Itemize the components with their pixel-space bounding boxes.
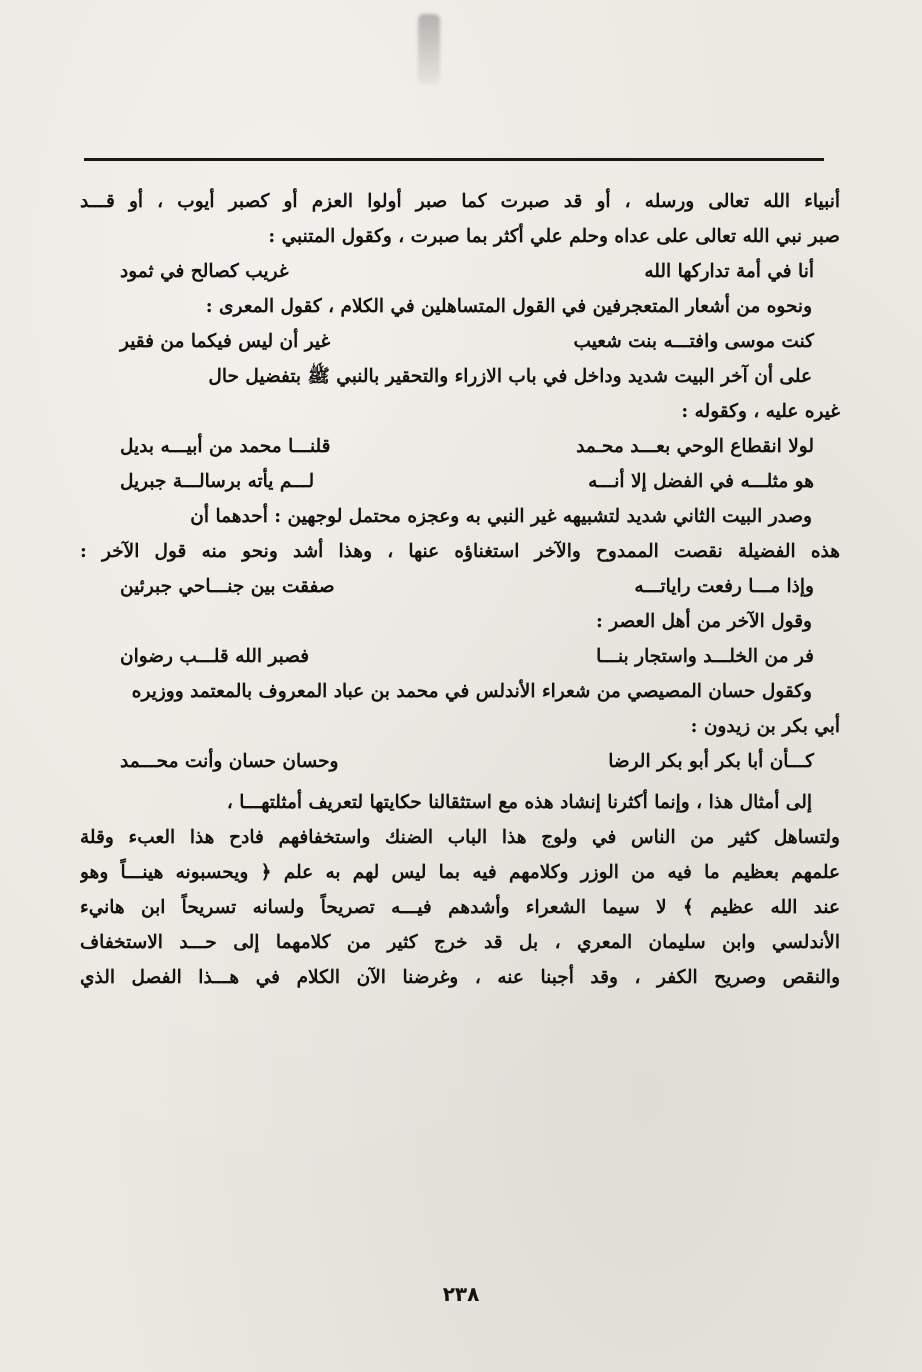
verse-second-hemistich: غريب كصالح في ثمود (120, 261, 289, 282)
page-number: ٢٣٨ (442, 1282, 480, 1306)
text-line: ولتساهل كثير من الناس في ولوج هذا الباب الضنك واستخفافهم فادح هذا العبء وقلة (80, 827, 840, 848)
verse-second-hemistich: غير أن ليس فيكما من فقير (120, 331, 331, 352)
verse-line (80, 639, 840, 674)
verse-line (80, 429, 840, 464)
text-line: إلى أمثال هذا ، وإنما أكثرنا إنشاد هذه مع استثقالنا حكايتها لتعريف أمثلتهـــا ، (226, 792, 812, 813)
text-line: غيره عليه ، وكقوله : (681, 401, 840, 422)
verse-first-hemistich: لولا انقطاع الوحي بعـــد محـمد (576, 436, 814, 457)
verse-first-hemistich: وإذا مـــا رفعت راياتـــه (634, 576, 814, 597)
text-line: أنبياء الله تعالى ورسله ، أو قد صبرت كما صبر أولوا العزم أو كصبر أيوب ، أو قـــد (80, 191, 840, 212)
text-line: الأندلسي وابن سليمان المعري ، بل قد خرج كثير من كلامهما إلى حـــد الاستخفاف (80, 932, 840, 953)
text-line: والنقص وصريح الكفر ، وقد أجبنا عنه ، وغرضنا الآن الكلام في هـــذا الفصل الذي (80, 967, 840, 988)
verse-first-hemistich: كـــأن أبا بكر أبو بكر الرضا (608, 751, 814, 772)
verse-second-hemistich: قلنـــا محمد من أبيـــه بديل (120, 436, 331, 457)
text-line: عند الله عظيم ﴾ لا سيما الشعراء وأشدهم فيـــه تصريحاً ولسانه تسريحاً ابن هانيء (80, 897, 840, 918)
text-line: صبر نبي الله تعالى على عداه وحلم علي أكثر بما صبرت ، وكقول المتنبي : (268, 226, 840, 247)
body-text (80, 184, 840, 995)
scan-smudge (418, 14, 440, 84)
verse-line (80, 324, 840, 359)
text-line: ونحوه من أشعار المتعجرفين في القول المتساهلين في الكلام ، كقول المعرى : (205, 296, 812, 317)
verse-first-hemistich: كنت موسى وافتـــه بنت شعيب (573, 331, 814, 352)
verse-line (80, 744, 840, 779)
verse-first-hemistich: هو مثلـــه في الفضل إلا أنـــه (588, 471, 814, 492)
verse-first-hemistich: فر من الخلـــد واستجار بنـــا (596, 646, 814, 667)
text-line: وصدر البيت الثاني شديد لتشبيهه غير النبي به وعجزه محتمل لوجهين : أحدهما أن (190, 506, 812, 527)
header-rule (84, 158, 824, 161)
text-line: هذه الفضيلة نقصت الممدوح والآخر استغناؤه عنها ، وهذا أشد ونحو منه قول الآخر : (80, 541, 840, 562)
text-line: علمهم بعظيم ما فيه من الوزر وكلامهم فيه بما ليس لهم به علم ﴿ ويحسبونه هينـــاً وهو (80, 862, 840, 883)
verse-line (80, 254, 840, 289)
verse-line (80, 464, 840, 499)
verse-second-hemistich: لـــم يأته برسالـــة جبريل (120, 471, 315, 492)
text-line: على أن آخر البيت شديد وداخل في باب الازراء والتحقير بالنبي ﷺ بتفضيل حال (208, 366, 812, 387)
text-line: أبي بكر بن زيدون : (690, 716, 840, 737)
verse-second-hemistich: وحسان حسان وأنت محـــمد (120, 751, 339, 772)
verse-second-hemistich: فصبر الله قلـــب رضوان (120, 646, 310, 667)
text-line: وكقول حسان المصيصي من شعراء الأندلس في محمد بن عباد المعروف بالمعتمد ووزيره (131, 681, 812, 702)
verse-first-hemistich: أنا في أمة تداركها الله (644, 261, 814, 282)
verse-second-hemistich: صفقت بين جنـــاحي جبرئين (120, 576, 335, 597)
text-line: وقول الآخر من أهل العصر : (596, 611, 812, 632)
verse-line (80, 569, 840, 604)
